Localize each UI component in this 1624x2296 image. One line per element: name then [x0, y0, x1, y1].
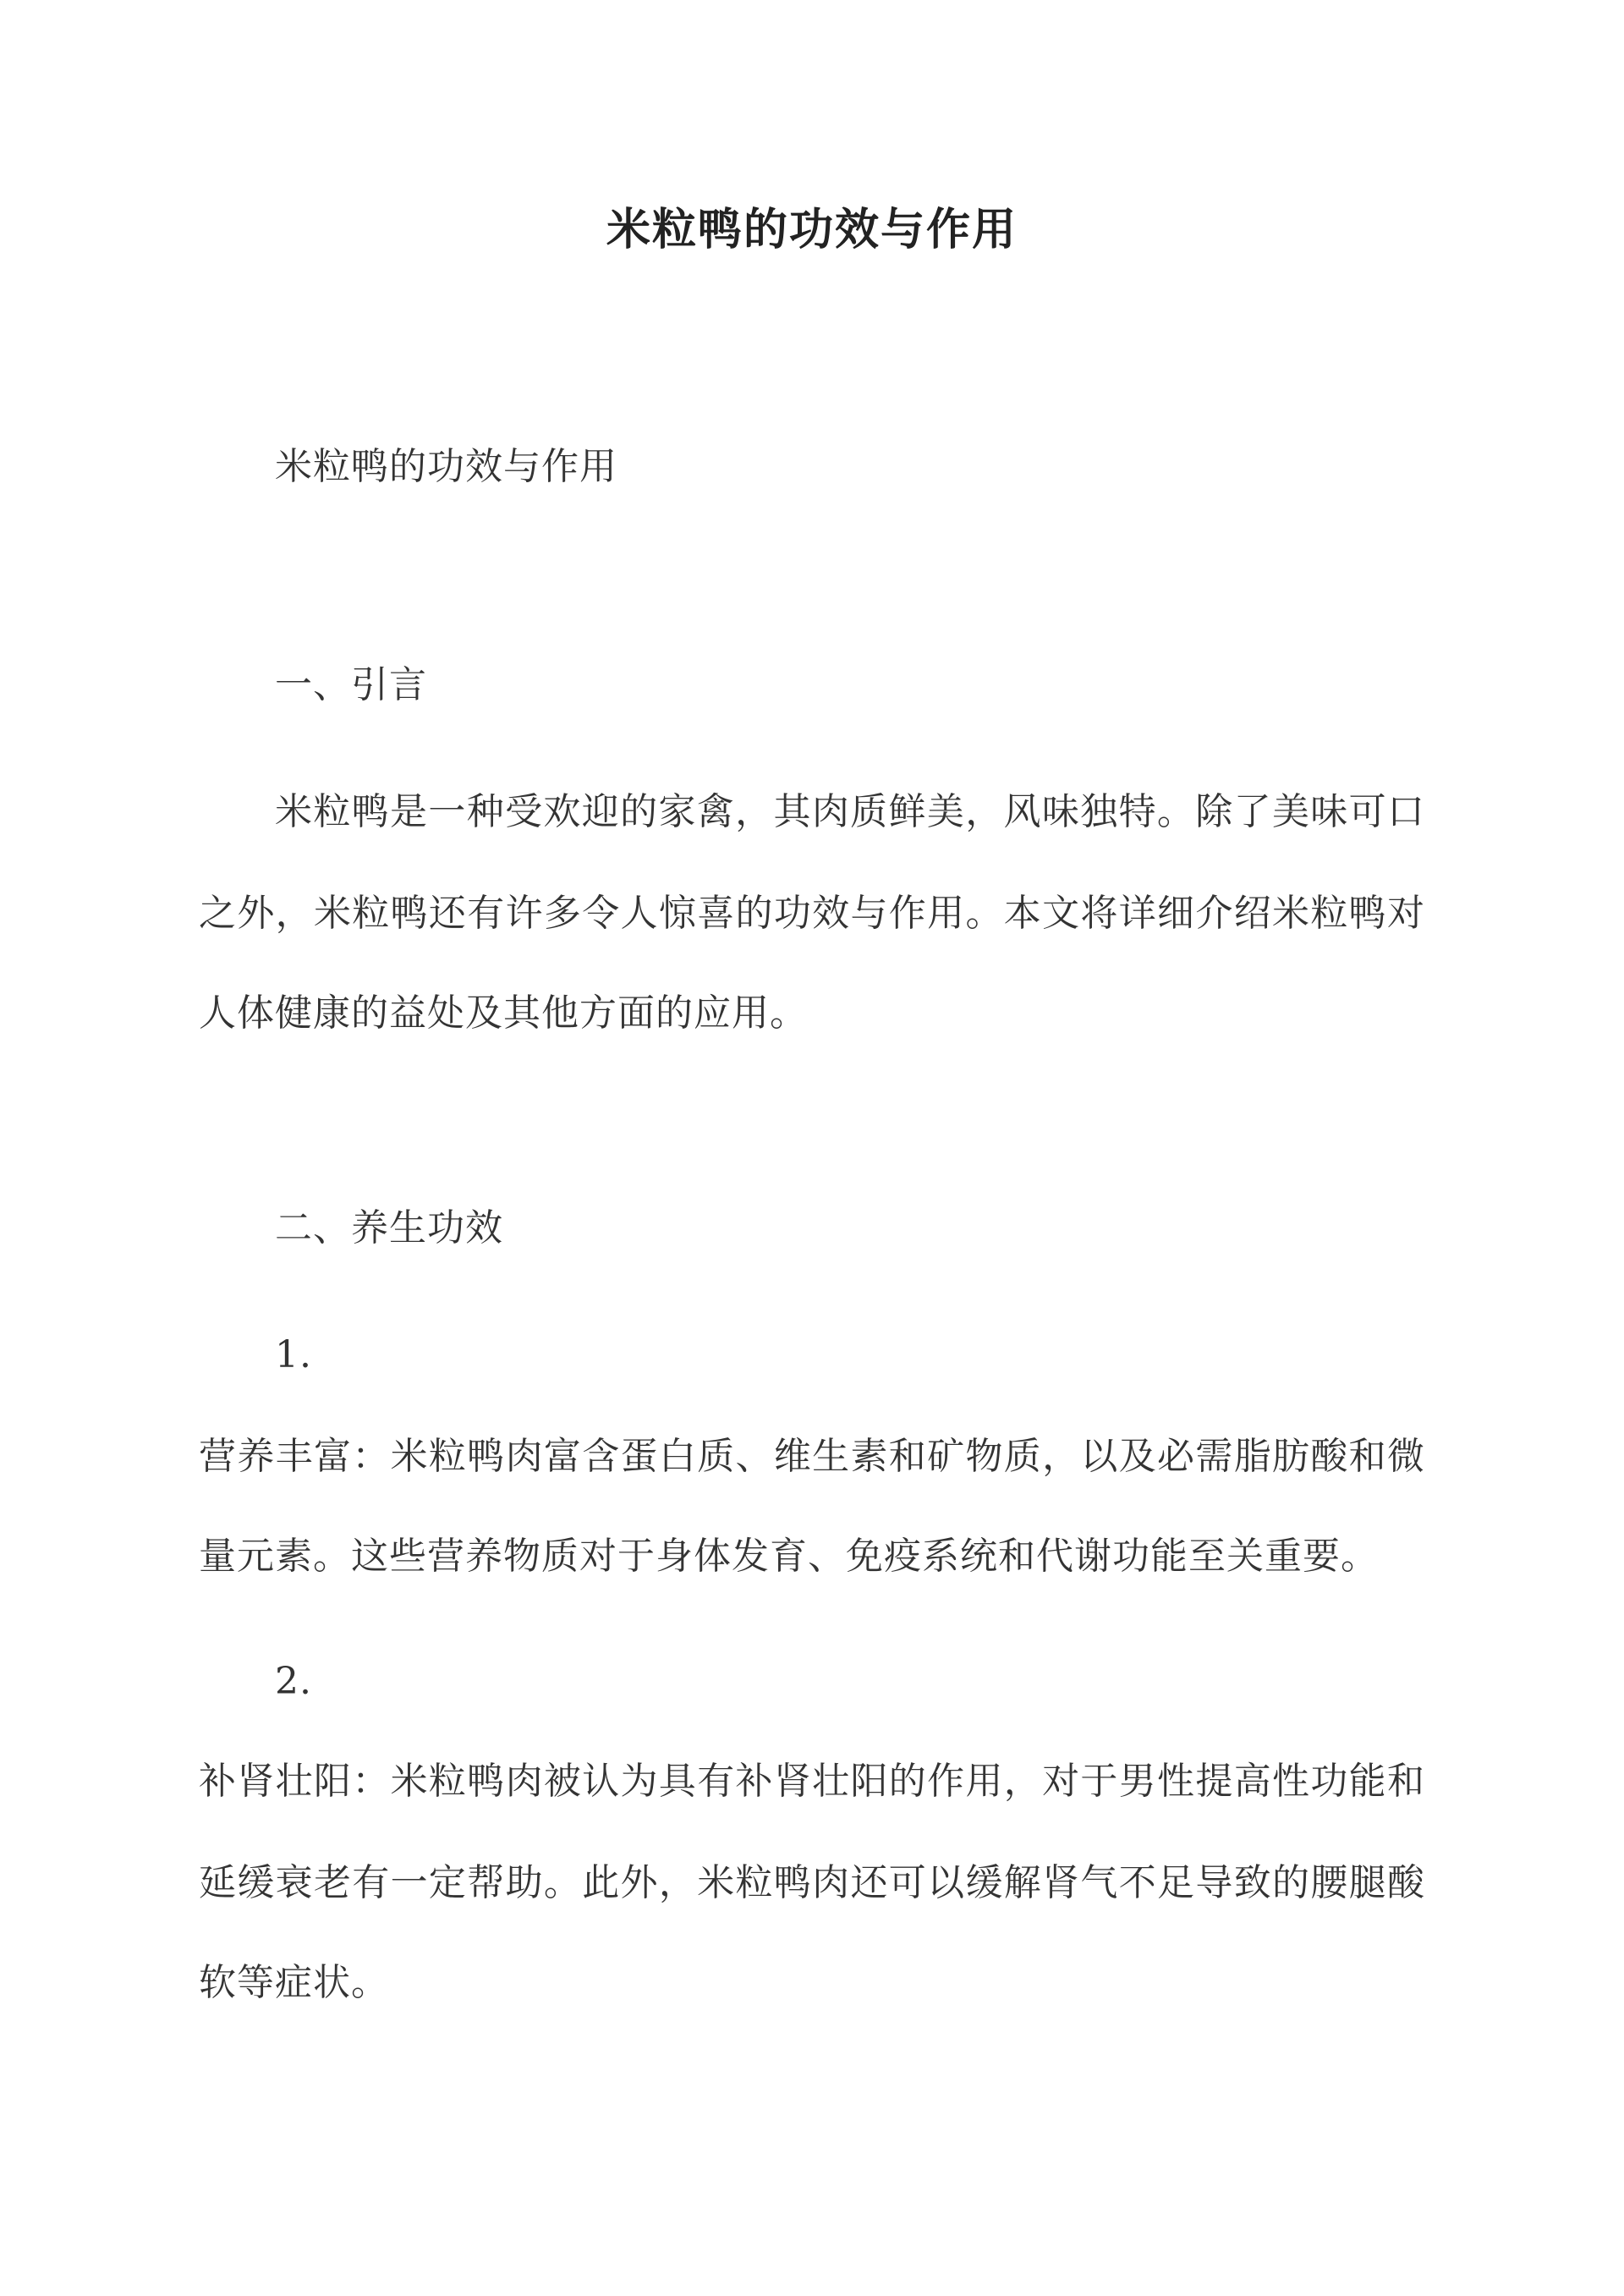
- intro-paragraph-line: 人体健康的益处及其他方面的应用。: [199, 991, 808, 1035]
- list-item-number: 1.: [275, 1333, 312, 1376]
- list-item-text-line: 量元素。这些营养物质对于身体发育、免疫系统和代谢功能至关重要。: [199, 1535, 1379, 1578]
- list-item-number: 2.: [275, 1660, 312, 1703]
- intro-paragraph-line: 米粒鸭是一种受欢迎的家禽，其肉质鲜美，风味独特。除了美味可口: [275, 790, 1425, 833]
- section-heading-introduction: 一、引言: [275, 663, 427, 706]
- intro-paragraph-line: 之外，米粒鸭还有许多令人惊喜的功效与作用。本文将详细介绍米粒鸭对: [199, 892, 1425, 935]
- list-item-text-line: 营养丰富：米粒鸭肉富含蛋白质、维生素和矿物质，以及必需脂肪酸和微: [199, 1435, 1425, 1478]
- section-heading-health-benefits: 二、养生功效: [275, 1206, 503, 1250]
- list-item-text-line: 补肾壮阳：米粒鸭肉被认为具有补肾壮阳的作用，对于男性提高性功能和: [199, 1760, 1425, 1803]
- document-title: 米粒鸭的功效与作用: [606, 204, 1018, 255]
- document-subtitle: 米粒鸭的功效与作用: [275, 445, 617, 488]
- list-item-text-line: 延缓衰老有一定帮助。此外，米粒鸭肉还可以缓解肾气不足导致的腰腿酸: [199, 1861, 1425, 1904]
- list-item-text-line: 软等症状。: [199, 1961, 389, 2004]
